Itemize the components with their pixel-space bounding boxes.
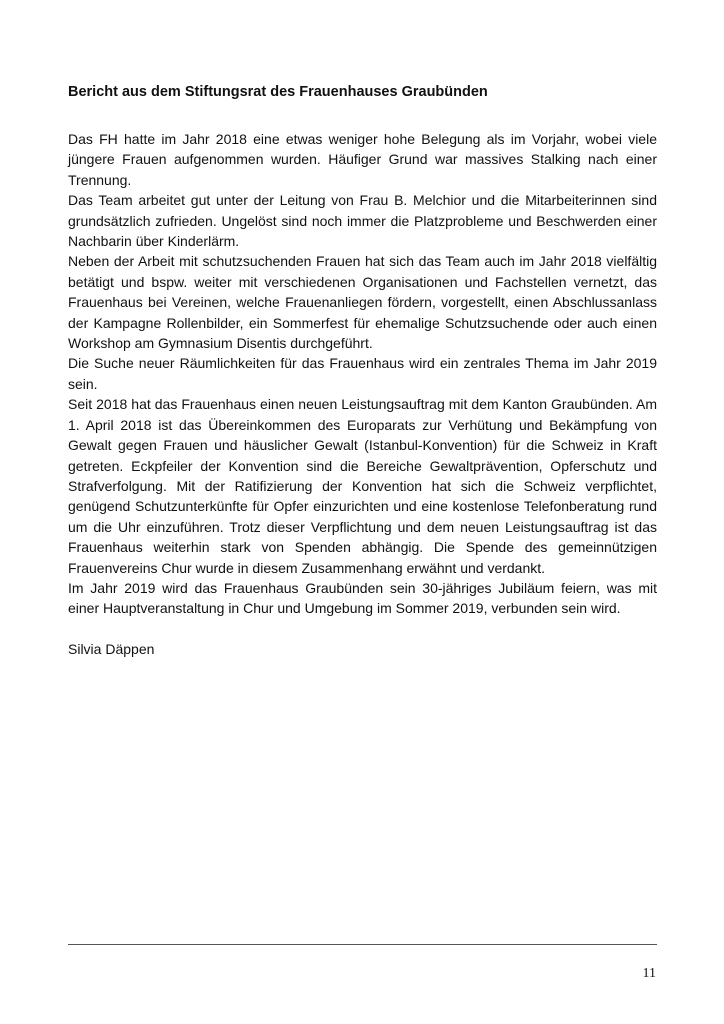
paragraph-activities: Neben der Arbeit mit schutzsuchenden Frauen hat sich das Team auch im Jahr 2018 vielfältig betätigt und bspw. weiter mit verschiedenen Organisationen und Fachstellen vernetzt, das Frauenhaus bei Vereinen, welche Frauenanliegen fördern, vorgestellt, einen Abschlussanlass der Kampagne Rollenbilder, ein Sommerfest für ehemalige Schutzsuchende oder auch einen Workshop am Gymnasium Disentis durchgeführt. <box>68 253 657 352</box>
report-body <box>68 82 657 659</box>
paragraph-team: Das Team arbeitet gut unter der Leitung von Frau B. Melchior und die Mitarbeiterinnen sind grundsätzlich zufrieden. Ungelöst sind noch immer die Platzprobleme und Beschwerden einer Nachbarin über Kinderlärm. <box>68 192 657 250</box>
paragraph-anniversary: Im Jahr 2019 wird das Frauenhaus Graubünden sein 30-jähriges Jubiläum feiern, was mit einer Hauptveranstaltung in Chur und Umgebung im Sommer 2019, verbunden sein wird. <box>68 579 657 617</box>
author-signature: Silvia Däppen <box>68 640 155 657</box>
paragraph-premises: Die Suche neuer Räumlichkeiten für das Frauenhaus wird ein zentrales Thema im Jahr 2019 sein. <box>68 355 657 392</box>
footer-divider <box>68 944 657 945</box>
paragraph-convention: Seit 2018 hat das Frauenhaus einen neuen Leistungsauftrag mit dem Kanton Graubünden. Am 1. April 2018 ist das Übereinkommen des Europarats zur Verhütung und Bekämpfung von Gewalt gegen Frauen und häuslicher Gewalt (Istanbul-Konvention) für die Schweiz in Kraft getreten. Eckpfeiler der Konvention sind die Bereiche Gewaltprävention, Opferschutz und Strafverfolgung. Mit der Ratifizierung der Konvention hat sich die Schweiz verpflichtet, genügend Schutzunterkünfte für Opfer einzurichten und eine kostenlose Telefonberatung rund um die Uhr einzuführen. Trotz dieser Verpflichtung und dem neuen Leistungsauftrag ist das Frauenhaus weiterhin stark von Spenden abhängig. Die Spende des gemeinnützigen Frauenvereins Chur wurde in diesem Zusammenhang erwähnt und verdankt. <box>68 396 657 576</box>
page-number: 11 <box>642 966 656 981</box>
paragraph-occupancy: Das FH hatte im Jahr 2018 eine etwas weniger hohe Belegung als im Vorjahr, wobei viele jüngere Frauen aufgenommen wurden. Häufiger Grund war massives Stalking nach einer Trennung. <box>68 131 657 188</box>
report-title: Bericht aus dem Stiftungsrat des Frauenhauses Graubünden <box>68 84 488 100</box>
